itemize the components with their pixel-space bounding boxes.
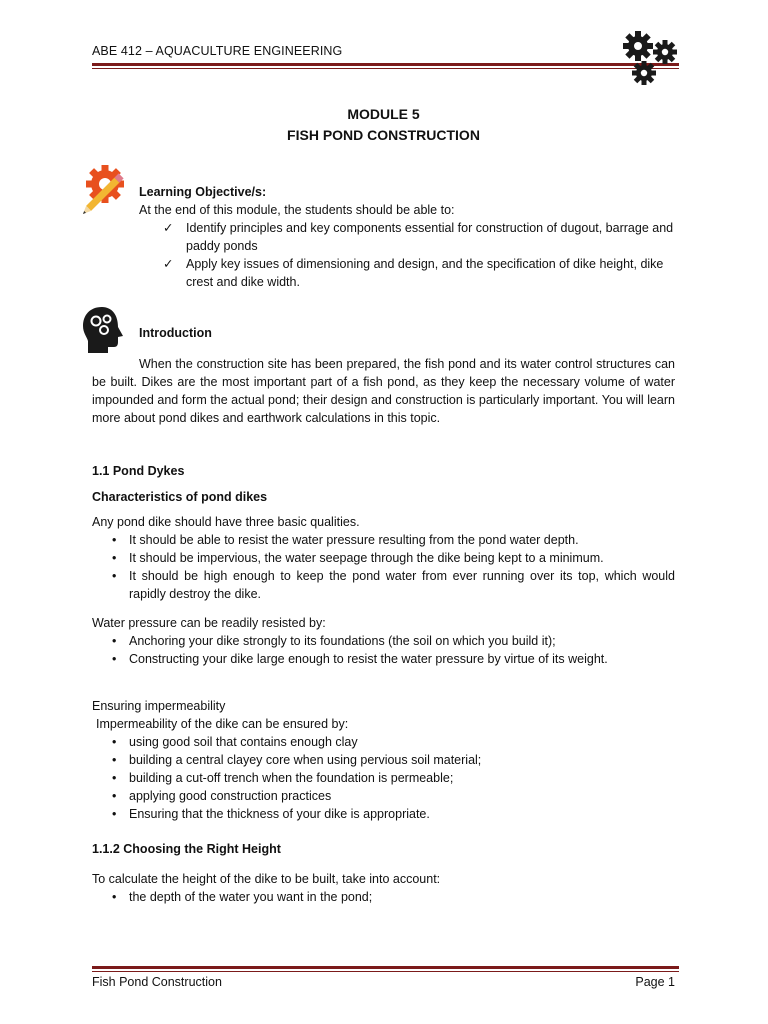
impermeability-heading: Ensuring impermeability — [92, 699, 226, 713]
list-item: • It should be high enough to keep the pond water from ever running over its top, which would rapidly destroy the dike. — [92, 567, 675, 603]
height-list — [92, 888, 675, 906]
module-title: FISH POND CONSTRUCTION — [287, 127, 480, 143]
impermeability-list — [92, 733, 675, 823]
section-heading: 1.1.2 Choosing the Right Height — [92, 842, 281, 856]
introduction-paragraph: When the construction site has been prepared, the fish pond and its water control structures can be built. Dikes are the most important part of a fish pond, as they keep the necessary volume of water impounded and form the actual pond; their design and construction is particularly important. You will learn more about pond dikes and earthwork calculations in this topic. — [92, 357, 675, 425]
list-item: • applying good construction practices — [92, 787, 675, 805]
footer-title: Fish Pond Construction — [92, 975, 222, 989]
list-item: • building a cut-off trench when the foundation is permeable; — [92, 769, 675, 787]
list-item: • It should be able to resist the water pressure resulting from the pond water depth. — [92, 531, 675, 549]
course-title: ABE 412 – AQUACULTURE ENGINEERING — [92, 44, 343, 58]
learning-objectives-label: Learning Objective/s: — [139, 185, 267, 199]
header-rule — [92, 63, 679, 69]
list-item: • Anchoring your dike strongly to its foundations (the soil on which you build it); — [92, 632, 675, 650]
list-item: • using good soil that contains enough clay — [92, 733, 675, 751]
subsection-heading: Characteristics of pond dikes — [92, 490, 268, 504]
footer-rule — [92, 966, 679, 972]
impermeability-block — [92, 697, 675, 823]
pencil-gear-icon — [77, 160, 137, 220]
list-item — [139, 255, 679, 291]
height-block — [92, 870, 675, 906]
qualities-intro: Any pond dike should have three basic qualities. — [92, 515, 360, 529]
introduction-heading: Introduction — [139, 326, 212, 340]
check-icon: ✓ — [163, 221, 174, 235]
learning-objectives-intro: At the end of this module, the students should be able to: — [139, 203, 455, 217]
module-number: MODULE 5 — [347, 106, 420, 122]
objective-text: Apply key issues of dimensioning and design, and the specification of dike height, dike crest and dike width. — [186, 257, 664, 289]
check-icon: ✓ — [163, 257, 174, 271]
list-item: • Ensuring that the thickness of your dike is appropriate. — [92, 805, 675, 823]
list-item: • building a central clayey core when using pervious soil material; — [92, 751, 675, 769]
impermeability-intro: Impermeability of the dike can be ensured by: — [96, 717, 349, 731]
list-item: • the depth of the water you want in the pond; — [92, 888, 675, 906]
pressure-intro: Water pressure can be readily resisted by: — [92, 616, 326, 630]
objective-text: Identify principles and key components essential for construction of dugout, barrage and paddy ponds — [186, 221, 674, 253]
learning-objectives — [139, 183, 679, 291]
qualities-block — [92, 513, 675, 603]
objectives-list — [139, 219, 679, 291]
list-item: • Constructing your dike large enough to resist the water pressure by virtue of its weight. — [92, 650, 675, 668]
list-item: • It should be impervious, the water seepage through the dike being kept to a minimum. — [92, 549, 675, 567]
gears-icon — [622, 30, 680, 88]
list-item — [139, 219, 679, 255]
qualities-list — [92, 531, 675, 603]
height-intro: To calculate the height of the dike to be built, take into account: — [92, 872, 441, 886]
head-gears-icon — [80, 305, 128, 355]
pressure-list — [92, 632, 675, 668]
section-heading: 1.1 Pond Dykes — [92, 464, 185, 478]
page-number: Page 1 — [635, 975, 675, 989]
pressure-block — [92, 614, 675, 668]
